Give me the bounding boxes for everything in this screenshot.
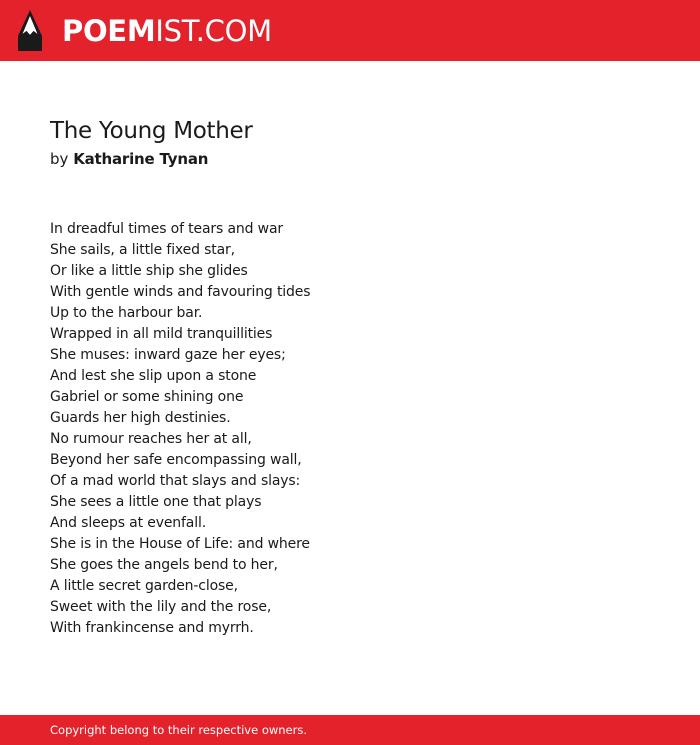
poem-line: She sees a little one that plays — [50, 494, 262, 510]
poem-line: Of a mad world that slays and slays: — [50, 473, 301, 489]
poem-line: She muses: inward gaze her eyes; — [50, 347, 286, 363]
site-header — [0, 0, 700, 61]
poem-line: No rumour reaches her at all, — [50, 431, 252, 447]
poem-line: And lest she slip upon a stone — [50, 368, 257, 384]
poem-line: And sleeps at evenfall. — [50, 515, 207, 531]
poem-line: With frankincense and myrrh. — [50, 620, 254, 636]
poem-line: She is in the House of Life: and where — [50, 536, 310, 552]
poem-line: Or like a little ship she glides — [50, 263, 248, 279]
poem-line: With gentle winds and favouring tides — [50, 284, 311, 300]
poem-author: Katharine Tynan — [73, 150, 209, 168]
poem-line: A little secret garden-close, — [50, 578, 238, 594]
poem-line: Sweet with the lily and the rose, — [50, 599, 272, 615]
poem-byline — [50, 148, 208, 170]
poem-line: Beyond her safe encompassing wall, — [50, 452, 302, 468]
poem-line: She sails, a little fixed star, — [50, 242, 235, 258]
pencil-tip-icon[interactable] — [18, 10, 42, 51]
poem-line: Up to the harbour bar. — [50, 305, 203, 321]
poem-line: Gabriel or some shining one — [50, 389, 244, 405]
site-footer — [0, 715, 700, 745]
brand-name-light: IST.COM — [155, 14, 272, 48]
poem-line: In dreadful times of tears and war — [50, 221, 283, 237]
poem-title: The Young Mother — [50, 118, 253, 144]
poem-body — [50, 219, 310, 639]
poem-line: She goes the angels bend to her, — [50, 557, 278, 573]
by-label: by — [50, 150, 69, 168]
copyright-notice: Copyright belong to their respective owners. — [50, 723, 308, 737]
site-logo-link[interactable] — [62, 13, 272, 49]
brand-name-bold: POEM — [62, 14, 156, 48]
poem-line: Wrapped in all mild tranquillities — [50, 326, 273, 342]
poem-line: Guards her high destinies. — [50, 410, 231, 426]
